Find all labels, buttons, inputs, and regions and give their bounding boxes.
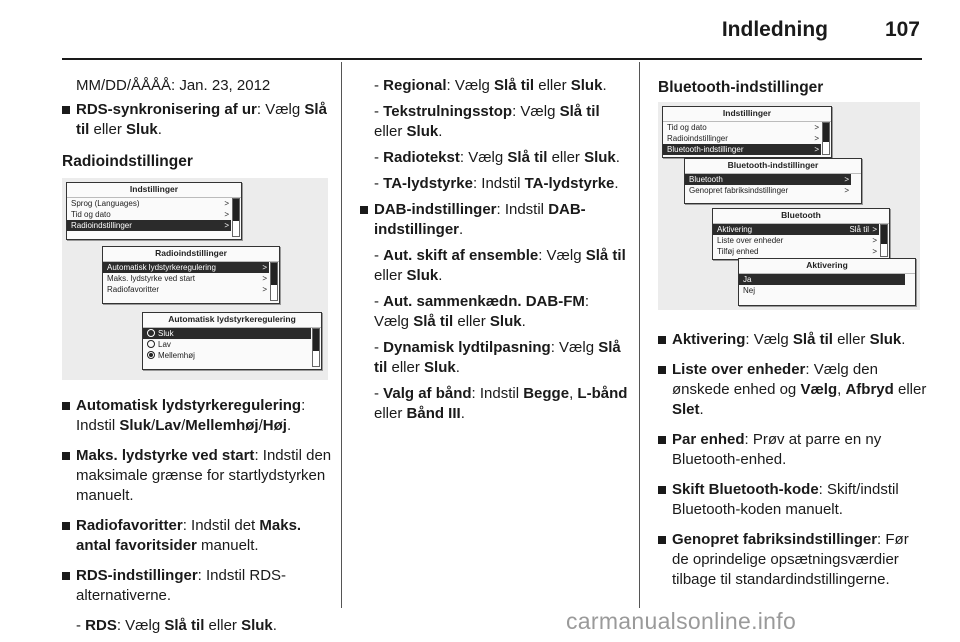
radio-option: Lav	[143, 339, 311, 350]
bullet-auto-volume: Automatisk lydstyrkeregulering: Indstil Sluk/Lav/Mellemhøj/Høj.	[62, 396, 334, 436]
menu-item-selected: Bluetooth >	[685, 174, 851, 185]
sub-dynamic-audio: - Dynamisk lydtilpasning: Vælg Slå til eller Sluk.	[374, 339, 621, 376]
column-2	[360, 76, 628, 424]
column-1	[62, 76, 332, 172]
bullet-device-list: Liste over enheder: Vælg den ønskede enhed og Vælg, Afbryd eller Slet.	[658, 360, 928, 420]
menu-item: Genopret fabriksindstillinger >	[689, 186, 849, 195]
section-heading-radio: Radioindstillinger	[62, 153, 193, 170]
menu-item: Radiofavoritter >	[107, 285, 267, 294]
menu-item: Tilføj enhed >	[717, 247, 877, 256]
menu-item: Radioindstillinger >	[667, 134, 819, 143]
date-format-line: MM/DD/ÅÅÅÅ: Jan. 23, 2012	[76, 77, 271, 94]
figure-bluetooth-settings	[658, 102, 920, 310]
menu-item: Liste over enheder >	[717, 236, 877, 245]
section-heading-bluetooth: Bluetooth-indstillinger	[658, 79, 824, 96]
header-rule	[62, 58, 922, 60]
bullet-rds-sync: RDS-synkronisering af ur: Vælg Slå til eller Sluk.	[62, 100, 332, 140]
screen-radio-settings: Radioindstillinger Automatisk lydstyrkeregulering > Maks. lydstyrke ved start > Radiofavoritter >	[102, 246, 280, 304]
menu-item: Tid og dato >	[667, 123, 819, 132]
bullet-bluetooth-code: Skift Bluetooth-kode: Skift/indstil Bluetooth-koden manuelt.	[658, 480, 928, 520]
column-3-lower	[658, 330, 928, 590]
bullet-rds-settings: RDS-indstillinger: Indstil RDS-alternativerne.	[62, 566, 334, 606]
column-1-lower	[62, 396, 334, 636]
sub-auto-linking: - Aut. sammenkædn. DAB-FM: Vælg Slå til eller Sluk.	[374, 293, 590, 330]
menu-item-selected: Aktivering Slå til >	[713, 224, 879, 235]
page-number: 107	[884, 18, 920, 41]
column-divider	[341, 62, 342, 608]
screen-bluetooth-settings: Bluetooth-indstillinger Bluetooth > Genopret fabriksindstillinger >	[684, 158, 862, 204]
sub-text-scroll-stop: - Tekstrulningsstop: Vælg Slå til eller Sluk.	[374, 103, 600, 140]
sub-radiotext: - Radiotekst: Vælg Slå til eller Sluk.	[374, 149, 620, 166]
screen-settings: Indstillinger Tid og dato > Radioindstillinger > Bluetooth-indstillinger >	[662, 106, 832, 158]
option-selected: Ja	[739, 274, 905, 285]
sub-ta-volume: - TA-lydstyrke: Indstil TA-lydstyrke.	[374, 175, 619, 192]
menu-item: Maks. lydstyrke ved start >	[107, 274, 267, 283]
scrollbar	[880, 224, 888, 257]
watermark-text: carmanualsonline.info	[566, 608, 797, 634]
scrollbar	[822, 122, 830, 155]
sub-band-selection: - Valg af bånd: Indstil Begge, L-bånd eller Bånd III.	[374, 385, 628, 422]
bullet-activation: Aktivering: Vælg Slå til eller Sluk.	[658, 330, 928, 350]
scrollbar	[232, 198, 240, 237]
bullet-dab-settings: DAB-indstillinger: Indstil DAB-indstillinger.	[360, 200, 628, 240]
figure-radio-settings	[62, 178, 328, 380]
sub-rds: - RDS: Vælg Slå til eller Sluk.	[76, 617, 277, 634]
screen-activation: Aktivering Ja Nej	[738, 258, 916, 306]
chapter-title: Indledning	[721, 18, 828, 41]
screen-auto-volume: Automatisk lydstyrkeregulering Sluk Lav Mellemhøj	[142, 312, 322, 370]
menu-item-selected: Automatisk lydstyrkeregulering >	[103, 262, 269, 273]
scrollbar	[312, 328, 320, 367]
radio-icon	[147, 340, 155, 348]
sub-auto-ensemble: - Aut. skift af ensemble: Vælg Slå til eller Sluk.	[374, 247, 626, 284]
menu-item: Sprog (Languages) >	[71, 199, 229, 208]
column-divider	[639, 62, 640, 608]
screen-settings: Indstillinger Sprog (Languages) > Tid og dato > Radioindstillinger >	[66, 182, 242, 240]
column-3	[658, 78, 926, 98]
option: Nej	[743, 286, 756, 295]
sub-regional: - Regional: Vælg Slå til eller Sluk.	[374, 77, 607, 94]
radio-icon	[147, 329, 155, 337]
scrollbar	[270, 262, 278, 301]
setting-value: Slå til	[849, 225, 869, 234]
bullet-radio-favorites: Radiofavoritter: Indstil det Maks. antal favoritsider manuelt.	[62, 516, 334, 556]
radio-option: Mellemhøj	[143, 350, 311, 361]
bullet-pair-device: Par enhed: Prøv at parre en ny Bluetooth-enhed.	[658, 430, 928, 470]
screen-bluetooth: Bluetooth Aktivering Slå til > Liste over enheder > Tilføj enhed >	[712, 208, 890, 260]
radio-checked-icon	[147, 351, 155, 359]
menu-item-selected: Bluetooth-indstillinger >	[663, 144, 821, 155]
menu-item-selected: Radioindstillinger >	[67, 220, 231, 231]
menu-item: Tid og dato >	[71, 210, 229, 219]
page-header	[0, 0, 960, 62]
radio-option-selected: Sluk	[143, 328, 311, 339]
bullet-factory-reset: Genopret fabriksindstillinger: Før de oprindelige opsætningsværdier tilbage til standardindstillingerne.	[658, 530, 928, 590]
bullet-max-start-volume: Maks. lydstyrke ved start: Indstil den maksimale grænse for startlydstyrken manuelt.	[62, 446, 334, 506]
